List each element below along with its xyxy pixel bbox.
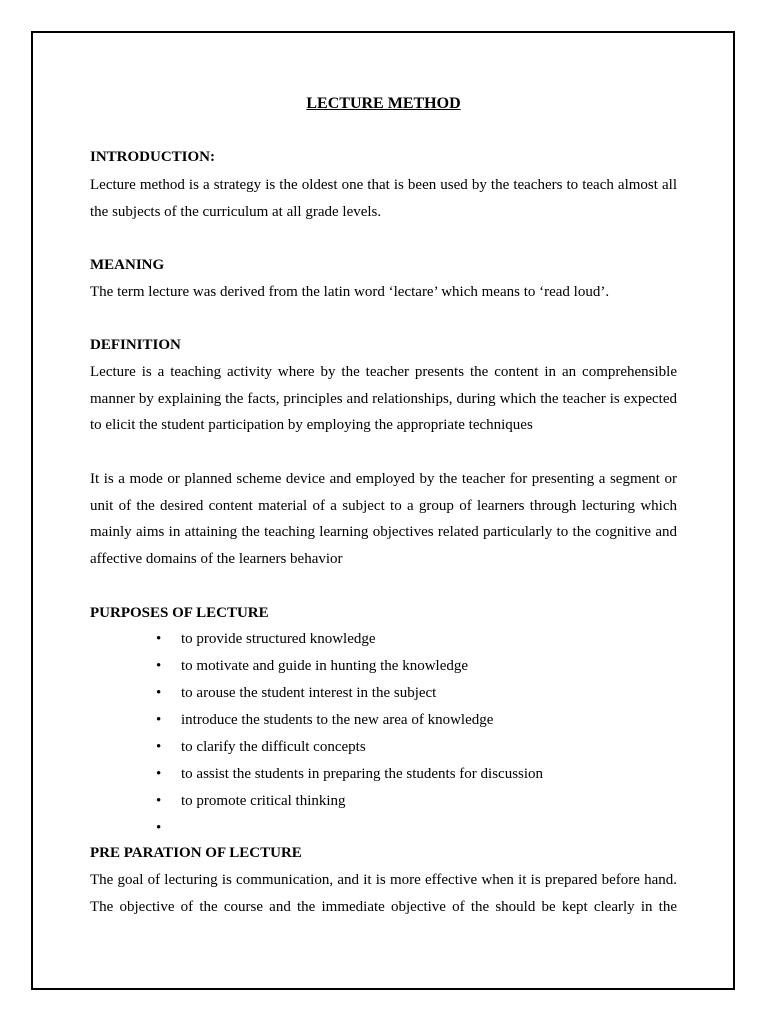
meaning-heading: MEANING	[90, 257, 165, 273]
list-item	[156, 734, 543, 761]
bullet-icon: •	[156, 793, 162, 809]
list-item	[156, 815, 543, 842]
list-item	[156, 788, 543, 815]
definition-text-1: Lecture is a teaching activity where by the teacher presents the content in an comprehensible manner by explaining the facts, principles and relationships, during which the teacher is expected to elicit the student participation by employing the appropriate techniques	[90, 364, 677, 433]
introduction-heading: INTRODUCTION:	[90, 149, 216, 165]
list-item-text: to arouse the student interest in the subject	[181, 685, 437, 701]
introduction-text: Lecture method is a strategy is the oldest one that is been used by the teachers to teach almost all the subjects of the curriculum at all grade levels.	[90, 177, 677, 220]
list-item	[156, 707, 543, 734]
list-item	[156, 761, 543, 788]
list-item	[156, 653, 543, 680]
list-item-text: to provide structured knowledge	[181, 631, 376, 647]
purposes-heading: PURPOSES OF LECTURE	[90, 605, 269, 621]
purposes-list	[156, 626, 543, 842]
list-item	[156, 626, 543, 653]
document-title: LECTURE METHOD	[306, 95, 461, 112]
preparation-text: The goal of lecturing is communication, and it is more effective when it is prepared before hand. The objective of the course and the immediate objective of the should be kept clearly in the	[90, 872, 677, 915]
bullet-icon: •	[156, 739, 162, 755]
bullet-icon: •	[156, 685, 162, 701]
definition-heading: DEFINITION	[90, 337, 181, 353]
bullet-icon: •	[156, 658, 162, 674]
list-item-text: to clarify the difficult concepts	[181, 739, 366, 755]
bullet-icon: •	[156, 766, 162, 782]
meaning-text: The term lecture was derived from the latin word ‘lectare’ which means to ‘read loud’.	[90, 284, 610, 300]
definition-text-2: It is a mode or planned scheme device and employed by the teacher for presenting a segment or unit of the desired content material of a subject to a group of learners through lecturing which mainly aims in attaining the teaching learning objectives related particularly to the cognitive and affective domains of the learners behavior	[90, 471, 677, 567]
list-item	[156, 680, 543, 707]
bullet-icon: •	[156, 820, 162, 836]
list-item-text: introduce the students to the new area of knowledge	[181, 712, 494, 728]
list-item-text: to motivate and guide in hunting the knowledge	[181, 658, 469, 674]
list-item-text: to promote critical thinking	[181, 793, 346, 809]
bullet-icon: •	[156, 631, 162, 647]
preparation-heading: PRE PARATION OF LECTURE	[90, 845, 302, 861]
bullet-icon: •	[156, 712, 162, 728]
list-item-text: to assist the students in preparing the students for discussion	[181, 766, 544, 782]
